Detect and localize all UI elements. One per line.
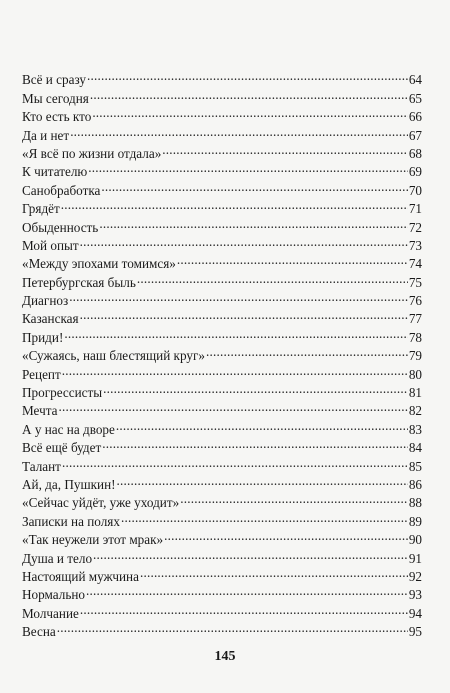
toc-entry-page: 92 [408,568,422,584]
dot-leader [116,415,408,433]
toc-entry-title: Прогрессисты [22,385,103,401]
toc-entry-page: 94 [408,605,422,621]
toc-entry-title: Приди! [22,329,64,345]
page-number: 145 [214,649,236,664]
toc-entry [22,213,422,235]
toc-entry [22,342,422,364]
toc-entry-page: 81 [408,385,422,401]
dot-leader [99,213,407,231]
toc-entry-title: А у нас на дворе [22,421,115,437]
dot-leader [80,232,408,250]
toc-entry-page: 69 [408,164,422,180]
toc-entry-title: Диагноз [22,293,69,309]
toc-entry-page: 77 [408,311,422,327]
toc-entry-page: 72 [408,219,422,235]
toc-entry-title: Санобработка [22,182,101,198]
toc-entry-title: «Сужаясь, наш блестящий круг» [22,348,205,364]
dot-leader [86,581,408,599]
toc-entry-page: 79 [408,348,422,364]
toc-entry-title: «Сейчас уйдёт, уже уходит» [22,495,180,511]
toc-entry-page: 76 [408,293,422,309]
toc-entry-page: 88 [408,495,422,511]
dot-leader [121,507,408,525]
dot-leader [80,305,408,323]
dot-leader [164,526,408,544]
dot-leader [206,342,408,360]
toc-entry [22,66,422,88]
toc-entry-page: 64 [408,72,422,88]
dot-leader [177,250,408,268]
toc-entry-title: Нормально [22,587,85,603]
toc-entry-page: 80 [408,366,422,382]
toc-entry [22,287,422,309]
toc-entry-page: 85 [408,458,422,474]
toc-entry-page: 75 [408,274,422,290]
toc-entry-title: Грядёт [22,201,60,217]
toc-entry [22,140,422,161]
toc-entry-page: 74 [408,256,422,272]
toc-entry-title: «Я всё по жизни отдала» [22,145,162,161]
dot-leader [137,268,408,286]
toc-entry-title: Душа и тело [22,550,93,566]
toc-entry [22,250,422,272]
toc-entry-title: Всё и сразу [22,72,86,88]
toc-entry [22,471,422,492]
dot-leader [180,489,408,507]
toc-entry-title: «Так неужели этот мрак» [22,532,164,548]
toc-entry-title: Обыденность [22,219,99,235]
toc-entry-title: Мечта [22,403,58,419]
dot-leader [92,103,408,121]
toc-entry-title: «Между эпохами томимся» [22,256,176,272]
dot-leader [162,140,408,158]
toc-entry-page: 84 [408,440,422,456]
toc-entry-title: К читателю [22,164,88,180]
toc-entry-title: Мой опыт [22,237,79,253]
dot-leader [88,158,408,176]
dot-leader [62,452,408,470]
toc-entry-title: Да и нет [22,127,70,143]
table-of-contents [22,66,422,640]
toc-entry-page: 73 [408,237,422,253]
toc-entry-page: 65 [408,90,422,106]
dot-leader [101,176,407,194]
dot-leader [62,360,408,378]
dot-leader [64,323,407,341]
toc-entry [22,121,422,143]
toc-entry [22,618,422,640]
toc-entry-page: 66 [408,109,422,125]
dot-leader [80,599,408,617]
toc-entry-page: 78 [408,329,422,345]
dot-leader [102,434,408,452]
dot-leader [117,471,408,489]
toc-entry-title: Рецепт [22,366,61,382]
dot-leader [59,397,408,415]
toc-entry-page: 89 [408,513,422,529]
toc-entry-title: Мы сегодня [22,90,89,106]
toc-entry-page: 91 [408,550,422,566]
dot-leader [93,544,408,562]
toc-entry-page: 68 [408,145,422,161]
toc-entry-page: 71 [408,201,422,217]
toc-entry-title: Всё ещё будет [22,440,102,456]
toc-entry-page: 67 [408,127,422,143]
toc-entry [22,360,422,382]
toc-entry-page: 86 [408,476,422,492]
toc-entry [22,599,422,621]
toc-entry-title: Молчание [22,605,79,621]
toc-entry-title: Ай, да, Пушкин! [22,476,116,492]
dot-leader [140,563,408,581]
toc-entry [22,379,422,401]
toc-entry-title: Талант [22,458,61,474]
toc-entry-page: 93 [408,587,422,603]
dot-leader [70,121,408,139]
toc-entry-title: Записки на полях [22,513,120,529]
dot-leader [61,195,408,213]
toc-entry-page: 95 [408,624,422,640]
toc-entry-title: Казанская [22,311,79,327]
dot-leader [69,287,408,305]
dot-leader [103,379,408,397]
toc-entry [22,305,422,327]
toc-entry [22,415,422,437]
dot-leader [57,618,408,636]
toc-entry [22,397,422,419]
toc-entry [22,195,422,217]
toc-entry-page: 82 [408,403,422,419]
dot-leader [87,66,408,84]
toc-entry-page: 83 [408,421,422,437]
toc-entry-title: Петербургская быль [22,274,136,290]
toc-entry-page: 70 [408,182,422,198]
toc-entry-title: Весна [22,624,56,640]
toc-entry [22,323,422,345]
toc-entry-title: Настоящий мужчина [22,568,139,584]
dot-leader [90,84,408,102]
toc-entry-page: 90 [408,532,422,548]
toc-entry-title: Кто есть кто [22,109,92,125]
toc-entry [22,452,422,474]
toc-entry [22,232,422,253]
